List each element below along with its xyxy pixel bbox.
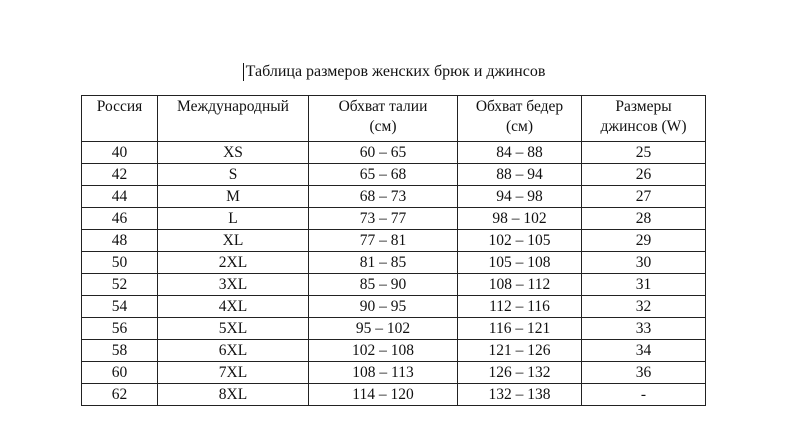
table-row (82, 340, 706, 362)
cell-international: M (158, 186, 309, 208)
cell-jeans: 30 (582, 252, 706, 274)
header-row (82, 96, 706, 142)
cell-waist: 108 – 113 (309, 362, 458, 384)
cell-russia: 62 (82, 384, 158, 406)
cell-international: S (158, 164, 309, 186)
cell-russia: 60 (82, 362, 158, 384)
cell-international: L (158, 208, 309, 230)
header-hips-unit: (см) (505, 118, 533, 135)
cell-jeans: 26 (582, 164, 706, 186)
document-title[interactable] (243, 62, 546, 82)
header-waist (309, 96, 458, 142)
cell-russia: 42 (82, 164, 158, 186)
cell-hips: 98 – 102 (458, 208, 582, 230)
cell-hips: 132 – 138 (458, 384, 582, 406)
cell-jeans: 25 (582, 142, 706, 164)
text-cursor (243, 63, 244, 81)
header-hips (458, 96, 582, 142)
cell-international: 6XL (158, 340, 309, 362)
cell-waist: 68 – 73 (309, 186, 458, 208)
table-row (82, 230, 706, 252)
cell-international: 2XL (158, 252, 309, 274)
cell-hips: 108 – 112 (458, 274, 582, 296)
table-row (82, 252, 706, 274)
header-jeans (582, 96, 706, 142)
cell-jeans: 34 (582, 340, 706, 362)
cell-russia: 56 (82, 318, 158, 340)
cell-jeans: 33 (582, 318, 706, 340)
cell-international: XS (158, 142, 309, 164)
cell-russia: 40 (82, 142, 158, 164)
cell-russia: 52 (82, 274, 158, 296)
table-row (82, 274, 706, 296)
cell-hips: 94 – 98 (458, 186, 582, 208)
cell-russia: 58 (82, 340, 158, 362)
header-jeans-unit: джинсов (W) (600, 118, 687, 135)
header-jeans-label: Размеры (615, 98, 672, 115)
cell-waist: 77 – 81 (309, 230, 458, 252)
cell-waist: 114 – 120 (309, 384, 458, 406)
cell-international: 3XL (158, 274, 309, 296)
table-row (82, 186, 706, 208)
table-row (82, 384, 706, 406)
cell-waist: 95 – 102 (309, 318, 458, 340)
table-row (82, 208, 706, 230)
cell-russia: 44 (82, 186, 158, 208)
header-russia-label: Россия (96, 98, 143, 115)
cell-waist: 102 – 108 (309, 340, 458, 362)
document-title-text: Таблица размеров женских брюк и джинсов (245, 63, 546, 80)
table-row (82, 296, 706, 318)
cell-waist: 90 – 95 (309, 296, 458, 318)
cell-waist: 65 – 68 (309, 164, 458, 186)
table-row (82, 362, 706, 384)
header-waist-unit: (см) (369, 118, 397, 135)
header-international-label: Международный (177, 98, 289, 115)
cell-waist: 60 – 65 (309, 142, 458, 164)
cell-jeans: 36 (582, 362, 706, 384)
cell-jeans: 29 (582, 230, 706, 252)
cell-russia: 54 (82, 296, 158, 318)
cell-hips: 88 – 94 (458, 164, 582, 186)
header-waist-label: Обхват талии (338, 98, 428, 115)
size-table (81, 95, 706, 406)
cell-hips: 102 – 105 (458, 230, 582, 252)
cell-waist: 81 – 85 (309, 252, 458, 274)
title-container (0, 62, 788, 82)
header-hips-label: Обхват бедер (475, 98, 564, 115)
cell-waist: 73 – 77 (309, 208, 458, 230)
cell-jeans: - (582, 384, 706, 406)
cell-waist: 85 – 90 (309, 274, 458, 296)
cell-international: 8XL (158, 384, 309, 406)
cell-hips: 84 – 88 (458, 142, 582, 164)
cell-russia: 48 (82, 230, 158, 252)
table-body (82, 142, 706, 406)
cell-russia: 46 (82, 208, 158, 230)
header-russia (82, 96, 158, 142)
cell-hips: 116 – 121 (458, 318, 582, 340)
cell-jeans: 32 (582, 296, 706, 318)
cell-jeans: 31 (582, 274, 706, 296)
cell-russia: 50 (82, 252, 158, 274)
cell-jeans: 28 (582, 208, 706, 230)
cell-international: 4XL (158, 296, 309, 318)
cell-hips: 105 – 108 (458, 252, 582, 274)
cell-hips: 126 – 132 (458, 362, 582, 384)
cell-international: XL (158, 230, 309, 252)
cell-hips: 121 – 126 (458, 340, 582, 362)
cell-international: 7XL (158, 362, 309, 384)
cell-international: 5XL (158, 318, 309, 340)
header-international (158, 96, 309, 142)
cell-hips: 112 – 116 (458, 296, 582, 318)
table-row (82, 164, 706, 186)
table-row (82, 318, 706, 340)
table-row (82, 142, 706, 164)
cell-jeans: 27 (582, 186, 706, 208)
